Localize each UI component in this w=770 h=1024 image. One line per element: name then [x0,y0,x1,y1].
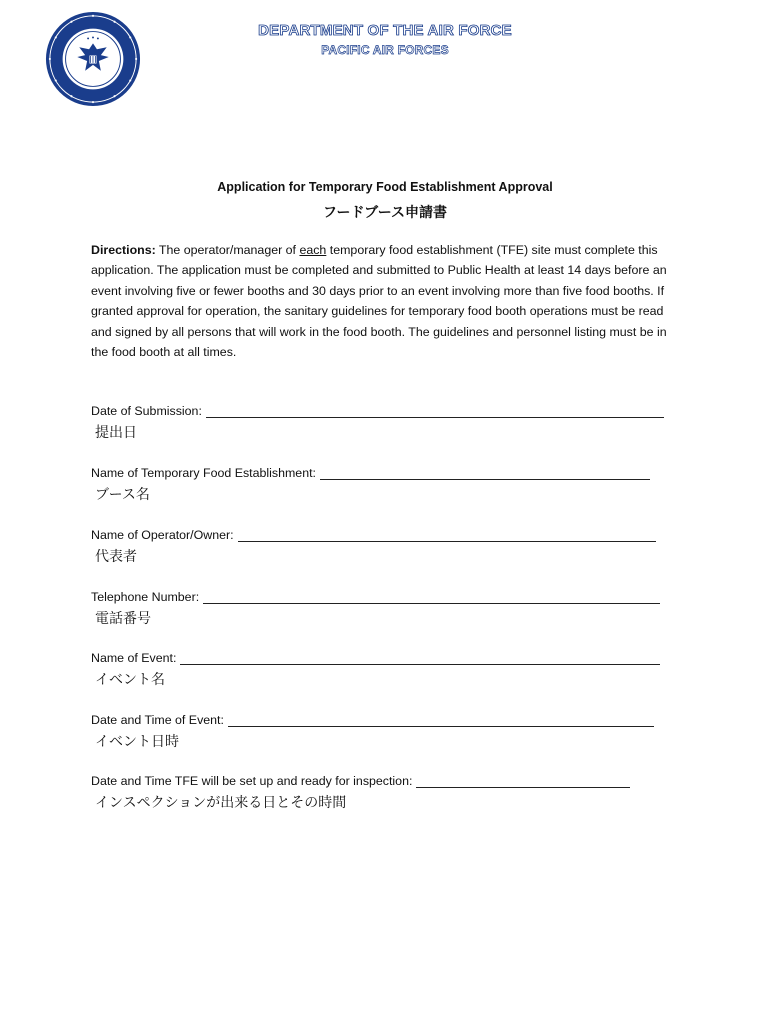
directions-label: Directions: [91,243,156,257]
field-label: Name of Event: [91,651,177,665]
operator-owner-input[interactable] [238,529,656,542]
inspection-ready-time-input[interactable] [416,775,630,788]
field-establishment-name [91,466,691,504]
field-event-date-time [91,713,691,751]
directions-text-before: The operator/manager of [155,243,300,257]
field-label: Date and Time of Event: [91,713,224,727]
field-label: Name of Operator/Owner: [91,528,234,542]
event-date-time-input[interactable] [228,714,654,727]
field-operator-owner [91,528,691,566]
date-of-submission-input[interactable] [206,405,664,418]
field-event-name [91,651,691,689]
field-telephone-number [91,590,691,628]
event-name-input[interactable] [180,652,660,665]
form-title-japanese: フードブース申請書 [322,205,448,221]
field-label-japanese: 電話番号 [95,611,151,627]
form-title-english: Application for Temporary Food Establishment Approval [217,180,553,194]
field-label: Telephone Number: [91,590,200,604]
letterhead-command: PACIFIC AIR FORCES [321,43,449,57]
directions-emphasis: each [299,243,327,257]
field-label-japanese: イベント日時 [95,734,179,750]
field-label: Name of Temporary Food Establishment: [91,466,316,480]
field-label-japanese: イベント名 [95,672,165,688]
field-label-japanese: 提出日 [95,425,137,441]
directions-paragraph [91,240,686,362]
letterhead-department: DEPARTMENT OF THE AIR FORCE [258,22,512,39]
field-date-of-submission [91,404,691,442]
field-label: Date of Submission: [91,404,202,418]
field-label: Date and Time TFE will be set up and ready for inspection: [91,774,413,788]
field-label-japanese: 代表者 [95,549,137,565]
telephone-number-input[interactable] [203,591,660,604]
field-inspection-ready-time [91,774,691,812]
establishment-name-input[interactable] [320,467,650,480]
field-label-japanese: ブース名 [95,487,150,503]
dod-seal-icon [44,10,142,108]
field-label-japanese: インスペクションが出来る日とその時間 [95,795,347,811]
directions-text-after: temporary food establishment (TFE) site must complete this application. The application must be completed and submitted to Public Health at least 14 days before an event involving five or fewer booths and 30 days prior to an event involving more than five food booths. If granted approval for operation, the sanitary guidelines for temporary food booth operations must be read and signed by all persons that will work in the food booth. The guidelines and personnel listing must be in the food booth at all times. [91,243,667,360]
